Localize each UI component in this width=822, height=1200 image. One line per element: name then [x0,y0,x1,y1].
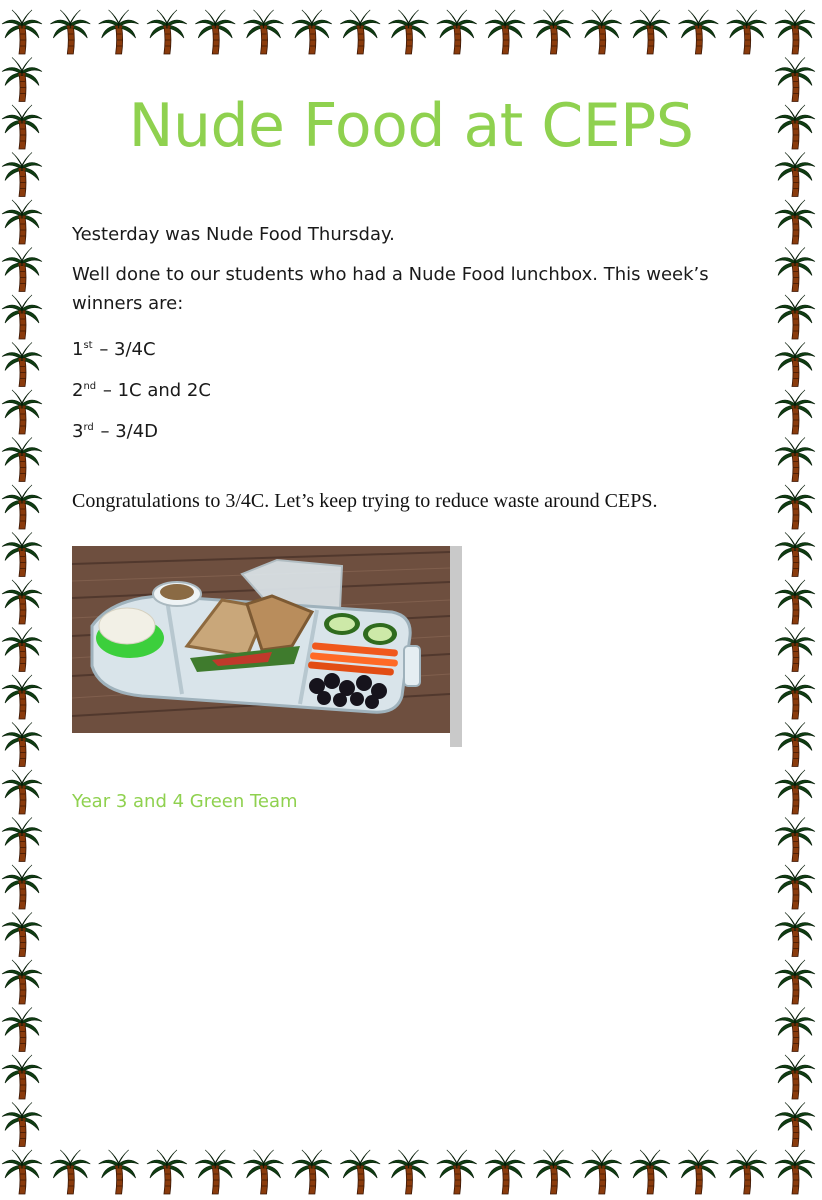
winner-second [72,375,211,403]
winner-third [72,416,158,444]
winners-intro-text: Well done to our students who had a Nude Food lunchbox. This week’s winners are: [72,264,709,314]
place-number: 2 [72,380,84,401]
place-number: 3 [72,421,84,442]
place-class: – 1C and 2C [97,380,211,401]
page-title: Nude Food at CEPS [128,91,694,161]
place-suffix: st [83,340,93,351]
lunchbox-photo [72,546,462,747]
place-suffix: rd [83,422,94,433]
signoff-text: Year 3 and 4 Green Team [72,791,298,812]
place-class: – 3/4D [94,421,159,442]
congratulations-text: Congratulations to 3/4C. Let’s keep trying to reduce waste around CEPS. [72,490,658,512]
winner-first [72,334,156,362]
place-class: – 3/4C [93,339,156,360]
place-suffix: nd [83,381,97,392]
place-number: 1 [72,339,84,360]
intro-text: Yesterday was Nude Food Thursday. [72,224,395,245]
